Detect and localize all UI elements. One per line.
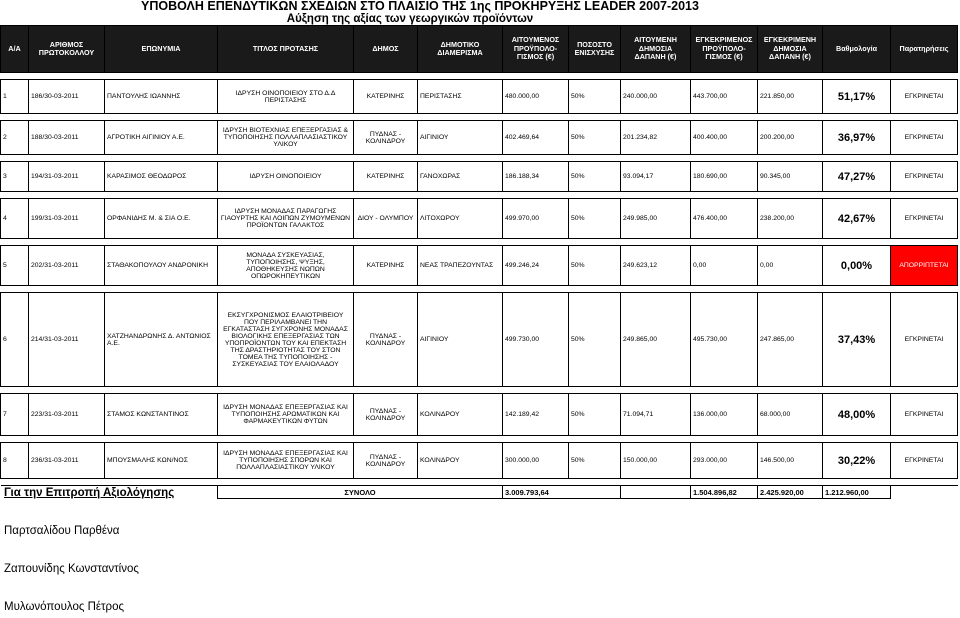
- cell-aa: 8: [1, 443, 29, 479]
- total-requested-budget: 3.009.793,64: [503, 486, 621, 499]
- document-title: ΥΠΟΒΟΛΗ ΕΠΕΝΔΥΤΙΚΩΝ ΣΧΕΔΙΩΝ ΣΤΟ ΠΛΑΙΣΙΟ ΤΗΣ 1ης ΠΡΟΚΗΡΥΞΗΣ LEADER 2007-2013: [141, 0, 699, 13]
- cell-protocol: 214/31-03-2011: [29, 293, 105, 387]
- cell-municipality: ΔΙΟΥ - ΟΛΥΜΠΟΥ: [354, 199, 418, 239]
- cell-requested-public: 93.094,17: [621, 162, 691, 192]
- cell-requested-public: 240.000,00: [621, 80, 691, 114]
- row-spacer-cell: [1, 479, 958, 486]
- column-header: ΔΗΜΟΣ: [354, 26, 418, 73]
- total-label: ΣΥΝΟΛΟ: [218, 486, 503, 499]
- cell-district: ΝΕΑΣ ΤΡΑΠΕΖΟΥΝΤΑΣ: [418, 246, 503, 286]
- cell-name: ΧΑΤΖΗΑΝΔΡΩΝΗΣ Δ. ΑΝΤΩΝΙΟΣ Α.Ε.: [105, 293, 218, 387]
- cell-protocol: 202/31-03-2011: [29, 246, 105, 286]
- row-spacer: [1, 155, 958, 162]
- column-header: ΑΡΙΘΜΟΣ ΠΡΩΤΟΚΟΛΛΟΥ: [29, 26, 105, 73]
- cell-remarks: ΕΓΚΡΙΝΕΤΑΙ: [891, 443, 958, 479]
- row-spacer-cell: [1, 436, 958, 443]
- cell-requested-public: 249.865,00: [621, 293, 691, 387]
- cell-title: ΜΟΝΑΔΑ ΣΥΣΚΕΥΑΣΙΑΣ, ΤΥΠΟΠΟΙΗΣΗΣ, ΨΥΞΗΣ, ΑΠΟΘΗΚΕΥΣΗΣ ΝΩΠΩΝ ΟΠΩΡΟΚΗΠΕΥΤΙΚΩΝ: [218, 246, 354, 286]
- cell-remarks: ΕΓΚΡΙΝΕΤΑΙ: [891, 80, 958, 114]
- cell-title: ΙΔΡΥΣΗ ΜΟΝΑΔΑΣ ΕΠΕΞΕΡΓΑΣΙΑΣ ΚΑΙ ΤΥΠΟΠΟΙΗΣΗΣ ΣΠΟΡΩΝ ΚΑΙ ΠΟΛΛΑΠΛΑΣΙΑΣΤΙΚΟΥ ΥΛΙΚΟΥ: [218, 443, 354, 479]
- cell-remarks: ΕΓΚΡΙΝΕΤΑΙ: [891, 394, 958, 436]
- cell-remarks: ΕΓΚΡΙΝΕΤΑΙ: [891, 293, 958, 387]
- cell-district: ΚΟΛΙΝΔΡΟΥ: [418, 443, 503, 479]
- committee-member: Παρτσαλίδου Παρθένα: [4, 525, 120, 537]
- cell-name: ΣΤΑΘΑΚΟΠΟΥΛΟΥ ΑΝΔΡΟΝΙΚΗ: [105, 246, 218, 286]
- cell-aa: 5: [1, 246, 29, 286]
- cell-district: ΓΑΝΟΧΩΡΑΣ: [418, 162, 503, 192]
- cell-aa: 1: [1, 80, 29, 114]
- cell-aa: 2: [1, 121, 29, 155]
- table-row: [1, 162, 958, 192]
- total-blank-end: [891, 486, 958, 499]
- cell-aa: 3: [1, 162, 29, 192]
- cell-name: ΠΑΝΤΟΥΛΗΣ ΙΩΑΝΝΗΣ: [105, 80, 218, 114]
- cell-rate: 50%: [569, 80, 621, 114]
- cell-requested-public: 201.234,82: [621, 121, 691, 155]
- cell-requested-public: 71.094,71: [621, 394, 691, 436]
- cell-approved-budget: 443.700,00: [691, 80, 758, 114]
- column-header: ΑΙΤΟΥΜΕΝΟΣ ΠΡΟΫΠΟΛΟ-ΓΙΣΜΟΣ (€): [503, 26, 569, 73]
- cell-title: ΙΔΡΥΣΗ ΒΙΟΤΕΧΝΙΑΣ ΕΠΕΞΕΡΓΑΣΙΑΣ & ΤΥΠΟΠΟΙΗΣΗΣ ΠΟΛΛΑΠΛΑΣΙΑΣΤΙΚΟΥ ΥΛΙΚΟΥ: [218, 121, 354, 155]
- cell-requested-budget: 499.730,00: [503, 293, 569, 387]
- cell-approved-budget: 400.400,00: [691, 121, 758, 155]
- row-spacer-cell: [1, 286, 958, 293]
- cell-approved-public: 68.000,00: [758, 394, 823, 436]
- table-row: [1, 293, 958, 387]
- cell-approved-public: 90.345,00: [758, 162, 823, 192]
- cell-name: ΣΤΑΜΟΣ ΚΩΝΣΤΑΝΤΙΝΟΣ: [105, 394, 218, 436]
- cell-requested-public: 249.985,00: [621, 199, 691, 239]
- total-rate-blank: [621, 486, 691, 499]
- cell-remarks: ΕΓΚΡΙΝΕΤΑΙ: [891, 199, 958, 239]
- column-header: ΕΓΚΕΚΡΙΜΕΝΗ ΔΗΜΟΣΙΑ ΔΑΠΑΝΗ (€): [758, 26, 823, 73]
- cell-approved-budget: 180.690,00: [691, 162, 758, 192]
- cell-approved-budget: 476.400,00: [691, 199, 758, 239]
- cell-protocol: 188/30-03-2011: [29, 121, 105, 155]
- cell-requested-budget: 300.000,00: [503, 443, 569, 479]
- cell-score: 30,22%: [823, 443, 891, 479]
- cell-district: ΑΙΓΙΝΙΟΥ: [418, 293, 503, 387]
- cell-remarks: ΑΠΟΡΡΙΠΤΕΤΑΙ: [891, 246, 958, 286]
- column-header: Παρατηρήσεις: [891, 26, 958, 73]
- row-spacer: [1, 192, 958, 199]
- table-row: [1, 121, 958, 155]
- total-approved-budget: 2.425.920,00: [758, 486, 823, 499]
- row-spacer: [1, 286, 958, 293]
- cell-requested-budget: 402.469,64: [503, 121, 569, 155]
- cell-approved-budget: 495.730,00: [691, 293, 758, 387]
- cell-rate: 50%: [569, 293, 621, 387]
- cell-rate: 50%: [569, 121, 621, 155]
- cell-requested-budget: 499.970,00: [503, 199, 569, 239]
- cell-municipality: ΠΥΔΝΑΣ - ΚΟΛΙΝΔΡΟΥ: [354, 293, 418, 387]
- row-spacer-cell: [1, 114, 958, 121]
- cell-requested-public: 249.623,12: [621, 246, 691, 286]
- row-spacer-cell: [1, 387, 958, 394]
- cell-score: 47,27%: [823, 162, 891, 192]
- cell-score: 37,43%: [823, 293, 891, 387]
- total-requested-public: 1.504.896,82: [691, 486, 758, 499]
- committee-member: Μυλωνόπουλος Πέτρος: [4, 601, 125, 613]
- column-header: ΕΠΩΝΥΜΙΑ: [105, 26, 218, 73]
- cell-score: 42,67%: [823, 199, 891, 239]
- cell-municipality: ΚΑΤΕΡΙΝΗΣ: [354, 80, 418, 114]
- cell-district: ΑΙΓΙΝΙΟΥ: [418, 121, 503, 155]
- cell-rate: 50%: [569, 162, 621, 192]
- cell-score: 48,00%: [823, 394, 891, 436]
- cell-rate: 50%: [569, 199, 621, 239]
- cell-rate: 50%: [569, 443, 621, 479]
- cell-score: 36,97%: [823, 121, 891, 155]
- cell-municipality: ΠΥΔΝΑΣ - ΚΟΛΙΝΔΡΟΥ: [354, 443, 418, 479]
- row-spacer: [1, 479, 958, 486]
- cell-requested-budget: 142.189,42: [503, 394, 569, 436]
- cell-approved-public: 238.200,00: [758, 199, 823, 239]
- column-header: Βαθμολογία: [823, 26, 891, 73]
- cell-remarks: ΕΓΚΡΙΝΕΤΑΙ: [891, 121, 958, 155]
- column-header: ΕΓΚΕΚΡΙΜΕΝΟΣ ΠΡΟΫΠΟΛΟ-ΓΙΣΜΟΣ (€): [691, 26, 758, 73]
- table-row: [1, 80, 958, 114]
- cell-approved-public: 221.850,00: [758, 80, 823, 114]
- cell-aa: 7: [1, 394, 29, 436]
- table-header-row: [1, 26, 958, 73]
- row-spacer-cell: [1, 155, 958, 162]
- cell-protocol: 194/31-03-2011: [29, 162, 105, 192]
- row-spacer-cell: [1, 73, 958, 80]
- column-header: ΑΙΤΟΥΜΕΝΗ ΔΗΜΟΣΙΑ ΔΑΠΑΝΗ (€): [621, 26, 691, 73]
- cell-requested-budget: 480.000,00: [503, 80, 569, 114]
- cell-approved-budget: 0,00: [691, 246, 758, 286]
- cell-title: ΙΔΡΥΣΗ ΟΙΝΟΠΟΙΕΙΟΥ: [218, 162, 354, 192]
- row-spacer: [1, 387, 958, 394]
- cell-district: ΚΟΛΙΝΔΡΟΥ: [418, 394, 503, 436]
- column-header: ΔΗΜΟΤΙΚΟ ΔΙΑΜΕΡΙΣΜΑ: [418, 26, 503, 73]
- cell-name: ΚΑΡΑΣΙΜΟΣ ΘΕΟΔΩΡΟΣ: [105, 162, 218, 192]
- cell-score: 0,00%: [823, 246, 891, 286]
- document-subtitle: Αύξηση της αξίας των γεωργικών προϊόντων: [286, 13, 534, 25]
- cell-approved-budget: 293.000,00: [691, 443, 758, 479]
- cell-approved-public: 247.865,00: [758, 293, 823, 387]
- cell-rate: 50%: [569, 394, 621, 436]
- table-row: [1, 443, 958, 479]
- document-title-block: [0, 0, 960, 25]
- cell-municipality: ΠΥΔΝΑΣ - ΚΟΛΙΝΔΡΟΥ: [354, 121, 418, 155]
- committee-heading: Για την Επιτροπή Αξιολόγησης: [4, 487, 175, 499]
- table-row: [1, 199, 958, 239]
- cell-aa: 4: [1, 199, 29, 239]
- column-header: ΠΟΣΟΣΤΟ ΕΝΙΣΧΥΣΗΣ: [569, 26, 621, 73]
- cell-approved-public: 146.500,00: [758, 443, 823, 479]
- row-spacer-cell: [1, 239, 958, 246]
- row-spacer: [1, 436, 958, 443]
- cell-district: ΛΙΤΟΧΩΡΟΥ: [418, 199, 503, 239]
- table-row: [1, 246, 958, 286]
- proposals-table: [0, 25, 958, 499]
- column-header: ΤΙΤΛΟΣ ΠΡΟΤΑΣΗΣ: [218, 26, 354, 73]
- table-row: [1, 394, 958, 436]
- column-header: Α/Α: [1, 26, 29, 73]
- cell-requested-budget: 499.246,24: [503, 246, 569, 286]
- total-approved-public: 1.212.960,00: [823, 486, 891, 499]
- cell-name: ΜΠΟΥΣΜΑΛΗΣ ΚΩΝ/ΝΟΣ: [105, 443, 218, 479]
- cell-protocol: 186/30-03-2011: [29, 80, 105, 114]
- cell-score: 51,17%: [823, 80, 891, 114]
- committee-block: [4, 487, 175, 613]
- cell-title: ΙΔΡΥΣΗ ΜΟΝΑΔΑΣ ΠΑΡΑΓΩΓΗΣ ΓΙΑΟΥΡΤΗΣ ΚΑΙ ΛΟΙΠΩΝ ΖΥΜΟΥΜΕΝΩΝ ΠΡΟΪΟΝΤΩΝ ΓΑΛΑΚΤΟΣ: [218, 199, 354, 239]
- row-spacer: [1, 114, 958, 121]
- cell-district: ΠΕΡΙΣΤΑΣΗΣ: [418, 80, 503, 114]
- cell-protocol: 236/31-03-2011: [29, 443, 105, 479]
- cell-rate: 50%: [569, 246, 621, 286]
- row-spacer: [1, 239, 958, 246]
- cell-title: ΕΚΣΥΓΧΡΟΝΙΣΜΟΣ ΕΛΑΙΟΤΡΙΒΕΙΟΥ ΠΟΥ ΠΕΡΙΛΑΜΒΑΝΕΙ ΤΗΝ ΕΓΚΑΤΑΣΤΑΣΗ ΣΥΓΧΡΟΝΗΣ ΜΟΝΑΔΑΣ ΒΙΟΛΟΓΙΚΗΣ ΕΠΕΞΕΡΓΑΣΙΑΣ ΤΩΝ ΥΠΟΠΡΟΪΟΝΤΩΝ ΤΟΥ ΚΑΙ ΕΠΕΚΤΑΣΗ ΤΗΣ ΔΡΑΣΤΗΡΙΟΤΗΤΑΣ ΤΟΥ ΣΤΟΝ ΤΟΜΕΑ ΤΗΣ ΤΥΠΟΠΟΙΗΣΗΣ - ΣΥΣΚΕΥΑΣΙΑΣ ΤΟΥ ΕΛΑΙΟΛΑΔΟΥ: [218, 293, 354, 387]
- cell-approved-public: 0,00: [758, 246, 823, 286]
- cell-municipality: ΚΑΤΕΡΙΝΗΣ: [354, 246, 418, 286]
- cell-name: ΑΓΡΟΤΙΚΗ ΑΙΓΙΝΙΟΥ Α.Ε.: [105, 121, 218, 155]
- committee-member: Ζαπουνίδης Κωνσταντίνος: [4, 563, 139, 575]
- row-spacer-cell: [1, 192, 958, 199]
- cell-protocol: 223/31-03-2011: [29, 394, 105, 436]
- cell-requested-budget: 186.188,34: [503, 162, 569, 192]
- cell-title: ΙΔΡΥΣΗ ΟΙΝΟΠΟΙΕΙΟΥ ΣΤΟ Δ.Δ ΠΕΡΙΣΤΑΣΗΣ: [218, 80, 354, 114]
- cell-requested-public: 150.000,00: [621, 443, 691, 479]
- cell-title: ΙΔΡΥΣΗ ΜΟΝΑΔΑΣ ΕΠΕΞΕΡΓΑΣΙΑΣ ΚΑΙ ΤΥΠΟΠΟΙΗΣΗΣ ΑΡΩΜΑΤΙΚΩΝ ΚΑΙ ΦΑΡΜΑΚΕΥΤΙΚΩΝ ΦΥΤΩΝ: [218, 394, 354, 436]
- row-spacer: [1, 73, 958, 80]
- cell-protocol: 199/31-03-2011: [29, 199, 105, 239]
- cell-name: ΟΡΦΑΝΙΔΗΣ Μ. & ΣΙΑ Ο.Ε.: [105, 199, 218, 239]
- cell-approved-public: 200.200,00: [758, 121, 823, 155]
- cell-municipality: ΚΑΤΕΡΙΝΗΣ: [354, 162, 418, 192]
- cell-approved-budget: 136.000,00: [691, 394, 758, 436]
- cell-municipality: ΠΥΔΝΑΣ - ΚΟΛΙΝΔΡΟΥ: [354, 394, 418, 436]
- cell-aa: 6: [1, 293, 29, 387]
- cell-remarks: ΕΓΚΡΙΝΕΤΑΙ: [891, 162, 958, 192]
